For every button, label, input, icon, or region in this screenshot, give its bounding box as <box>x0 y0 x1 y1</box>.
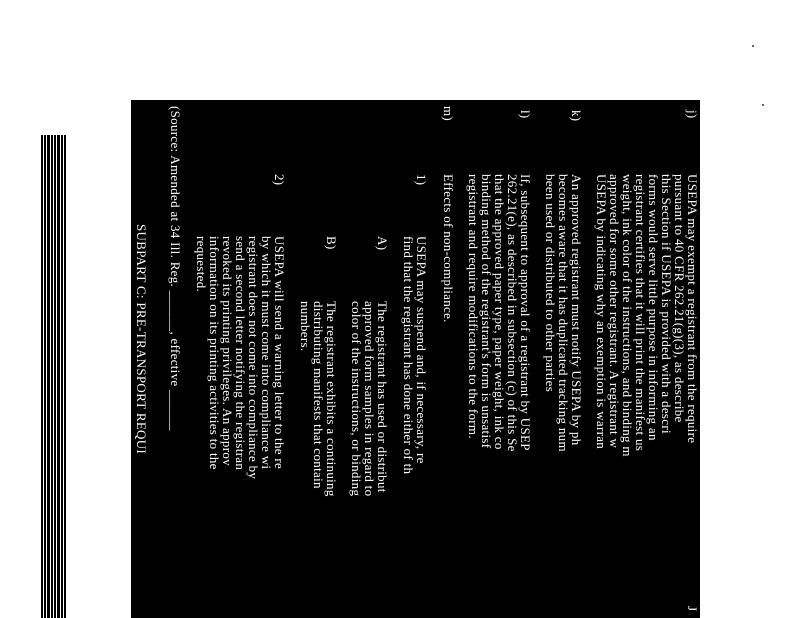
item-k-line: An approved registrant must notify USEPA by ph <box>569 174 584 446</box>
item-m1b-line: The registrant exhibits a continuing <box>324 301 339 497</box>
item-l-line: that the approved paper type, paper weight, ink co <box>492 174 507 450</box>
item-m1a-label: A) <box>375 236 390 251</box>
item-m1a-line: The registrant has used or distribut <box>375 301 390 493</box>
item-m-label: m) <box>441 106 456 122</box>
item-m2-line: requested. <box>194 236 209 293</box>
item-l-line: 262.21(e), as described in subsection (c) of this Se <box>505 174 520 452</box>
item-m1b-line: numbers. <box>298 301 313 352</box>
item-j-line: pursuant to 40 CFR 262.21(g)(3), as describe <box>672 174 687 423</box>
item-j-line: USEPA may exempt a registrant from the require <box>685 174 700 444</box>
item-j-line: registrant certifies that it will print the manifest us <box>633 174 648 452</box>
item-m1-line: find that the registrant has done either of th <box>401 236 416 475</box>
item-m1-label: 1) <box>414 174 429 186</box>
item-m2-label: 2) <box>272 174 287 186</box>
item-j-line: USEPA by indicating why an exemption is warran <box>594 174 609 450</box>
item-m2-line: USEPA will send a warning letter to the re <box>272 236 287 470</box>
item-j-line: approved for some other registrant. A registrant w <box>607 174 622 449</box>
item-m1-line: USEPA may suspend and, if necessary, re <box>414 236 429 464</box>
item-j-line: forms would serve little purpose in informing an <box>646 174 661 441</box>
item-m2-line: registrant does not come into compliance by <box>246 236 261 480</box>
item-m2-line: information on its printing activities to the <box>207 236 222 470</box>
item-j-line: this Section if USEPA is provided with a descri <box>659 174 674 434</box>
item-m2-line: revoked its printing privileges. An approv <box>220 236 235 466</box>
subpart-heading: SUBPART C: PRE-TRANSPORT REQUI <box>134 224 149 455</box>
item-j-line: weight, ink color of the instructions, and binding m <box>620 174 635 457</box>
item-l-label: l) <box>518 110 533 119</box>
item-m-heading: Effects of non-compliance. <box>441 174 456 323</box>
item-m2-line: by which it must come into compliance wi <box>259 236 274 470</box>
item-m1b-line: distributing manifests that contain <box>311 301 326 489</box>
scan-speck <box>762 104 764 106</box>
source-note: (Source: Amended at 34 Ill. Reg. ______, effective ______ <box>168 106 183 431</box>
item-m1b-label: B) <box>324 236 339 250</box>
scan-speck <box>752 45 754 47</box>
item-m1a-line: color of the instructions, or binding <box>349 301 364 497</box>
item-l-line: If, subsequent to approval of a registrant by USEP <box>518 174 533 451</box>
rotated-text-block <box>131 100 700 618</box>
item-l-line: binding method of the registrant's form is unsatisf <box>479 174 494 449</box>
item-k-line: been used or distributed to other parties <box>543 174 558 393</box>
page-number-fragment: J <box>685 606 700 612</box>
scan-edge-strip <box>41 135 66 618</box>
item-m1a-line: approved form samples in regard to <box>362 301 377 497</box>
item-m2-line: send a second letter notifying the registran <box>233 236 248 471</box>
scanned-document-page <box>131 100 700 618</box>
item-k-line: becomes aware that it has duplicated tracking num <box>556 174 571 452</box>
item-k-label: k) <box>569 110 584 122</box>
item-l-line: registrant and require modifications to the form. <box>466 174 481 439</box>
item-j-label: j) <box>685 110 700 119</box>
